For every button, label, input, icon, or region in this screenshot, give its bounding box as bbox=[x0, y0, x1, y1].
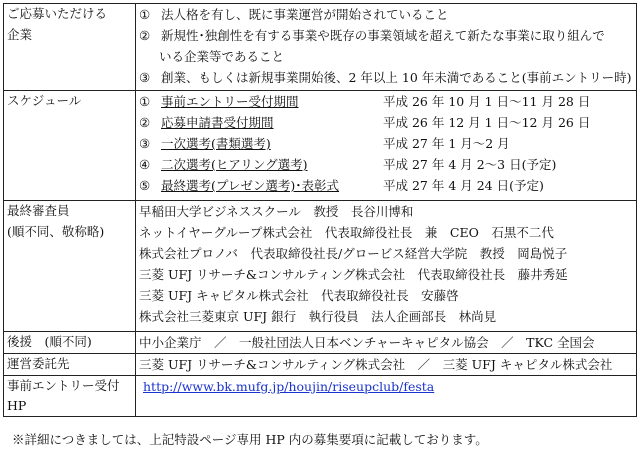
footnote: ※詳細につきましては、上記特設ページ専用 HP 内の募集要項に記載しております。 bbox=[12, 432, 488, 447]
judges-row bbox=[4, 201, 637, 332]
eligibility-item-1: ① 法人格を有し、既に事業運営が開始されていること bbox=[139, 7, 449, 22]
entry-label: 事前エントリー受付 HP bbox=[4, 376, 136, 417]
schedule-content bbox=[136, 91, 637, 201]
schedule-row bbox=[4, 91, 637, 201]
entry-link-wrapper bbox=[139, 376, 633, 397]
judge-entry: 株式会社プロノバ 代表取締役社長/グロービス経営大学院 教授 岡島悦子 bbox=[139, 246, 568, 261]
judge-entry: 三菱 UFJ キャピタル株式会社 代表取締役社長 安藤啓 bbox=[139, 288, 459, 303]
operator-organizations: 三菱 UFJ リサーチ&コンサルティング株式会社 ／ 三菱 UFJ キャピタル株式会社 bbox=[139, 357, 613, 372]
operator-content bbox=[136, 354, 637, 376]
support-row bbox=[4, 332, 637, 354]
schedule-item: ② 応募申請書受付期間 平成 26 年 12 月 1 日～12 月 26 日 bbox=[139, 115, 591, 130]
eligibility-item-2: ② 新規性･独創性を有する事業や既存の事業領域を超えて新たな事業に取り組んで bbox=[139, 28, 605, 43]
eligibility-label-line-1: ご応募いただける bbox=[7, 6, 108, 21]
schedule-item: ③ 一次選考(書類選考) 平成 27 年 1 月～2 月 bbox=[139, 136, 510, 151]
support-label: 後援 (順不同) bbox=[4, 332, 136, 354]
judges-label-line-2: (順不同、敬称略) bbox=[7, 224, 105, 239]
eligibility-label-line-2: 企業 bbox=[7, 27, 33, 42]
operator-label: 運営委託先 bbox=[4, 354, 136, 376]
entry-content bbox=[136, 376, 637, 417]
judges-content bbox=[136, 201, 637, 332]
judges-label-line-1: 最終審査員 bbox=[7, 203, 70, 218]
eligibility-item-3: ③ 創業、もしくは新規事業開始後、2 年以上 10 年未満であること(事前エントリー時) bbox=[139, 70, 632, 85]
judges-label bbox=[4, 201, 136, 332]
judge-entry: 三菱 UFJ リサーチ&コンサルティング株式会社 代表取締役社長 藤井秀延 bbox=[139, 267, 568, 282]
support-organizations: 中小企業庁 ／ 一般社団法人日本ベンチャーキャピタル協会 ／ TKC 全国会 bbox=[139, 335, 595, 350]
schedule-item: ① 事前エントリー受付期間 平成 26 年 10 月 1 日～11 月 28 日 bbox=[139, 94, 591, 109]
schedule-label: スケジュール bbox=[4, 91, 136, 201]
judge-entry: ネットイヤーグループ株式会社 代表取締役社長 兼 CEO 石黒不二代 bbox=[139, 225, 554, 240]
operator-row bbox=[4, 354, 637, 376]
eligibility-item-2-continued: いる企業等であること bbox=[159, 49, 285, 64]
schedule-item: ④ 二次選考(ヒアリング選考) 平成 27 年 4 月 2～3 日(予定) bbox=[139, 157, 557, 172]
judge-entry: 早稲田大学ビジネススクール 教授 長谷川博和 bbox=[139, 204, 414, 219]
eligibility-row bbox=[4, 4, 637, 91]
schedule-item: ⑤ 最終選考(プレゼン選考)･表彰式 平成 27 年 4 月 24 日(予定) bbox=[139, 178, 544, 193]
eligibility-label bbox=[4, 4, 136, 91]
judge-entry: 株式会社三菱東京 UFJ 銀行 執行役員 法人企画部長 林尚見 bbox=[139, 309, 497, 324]
entry-row bbox=[4, 376, 637, 417]
eligibility-content bbox=[136, 4, 637, 91]
program-info-table bbox=[3, 3, 637, 417]
support-content bbox=[136, 332, 637, 354]
entry-url-link[interactable]: http://www.bk.mufg.jp/houjin/riseupclub/festa bbox=[143, 379, 435, 394]
